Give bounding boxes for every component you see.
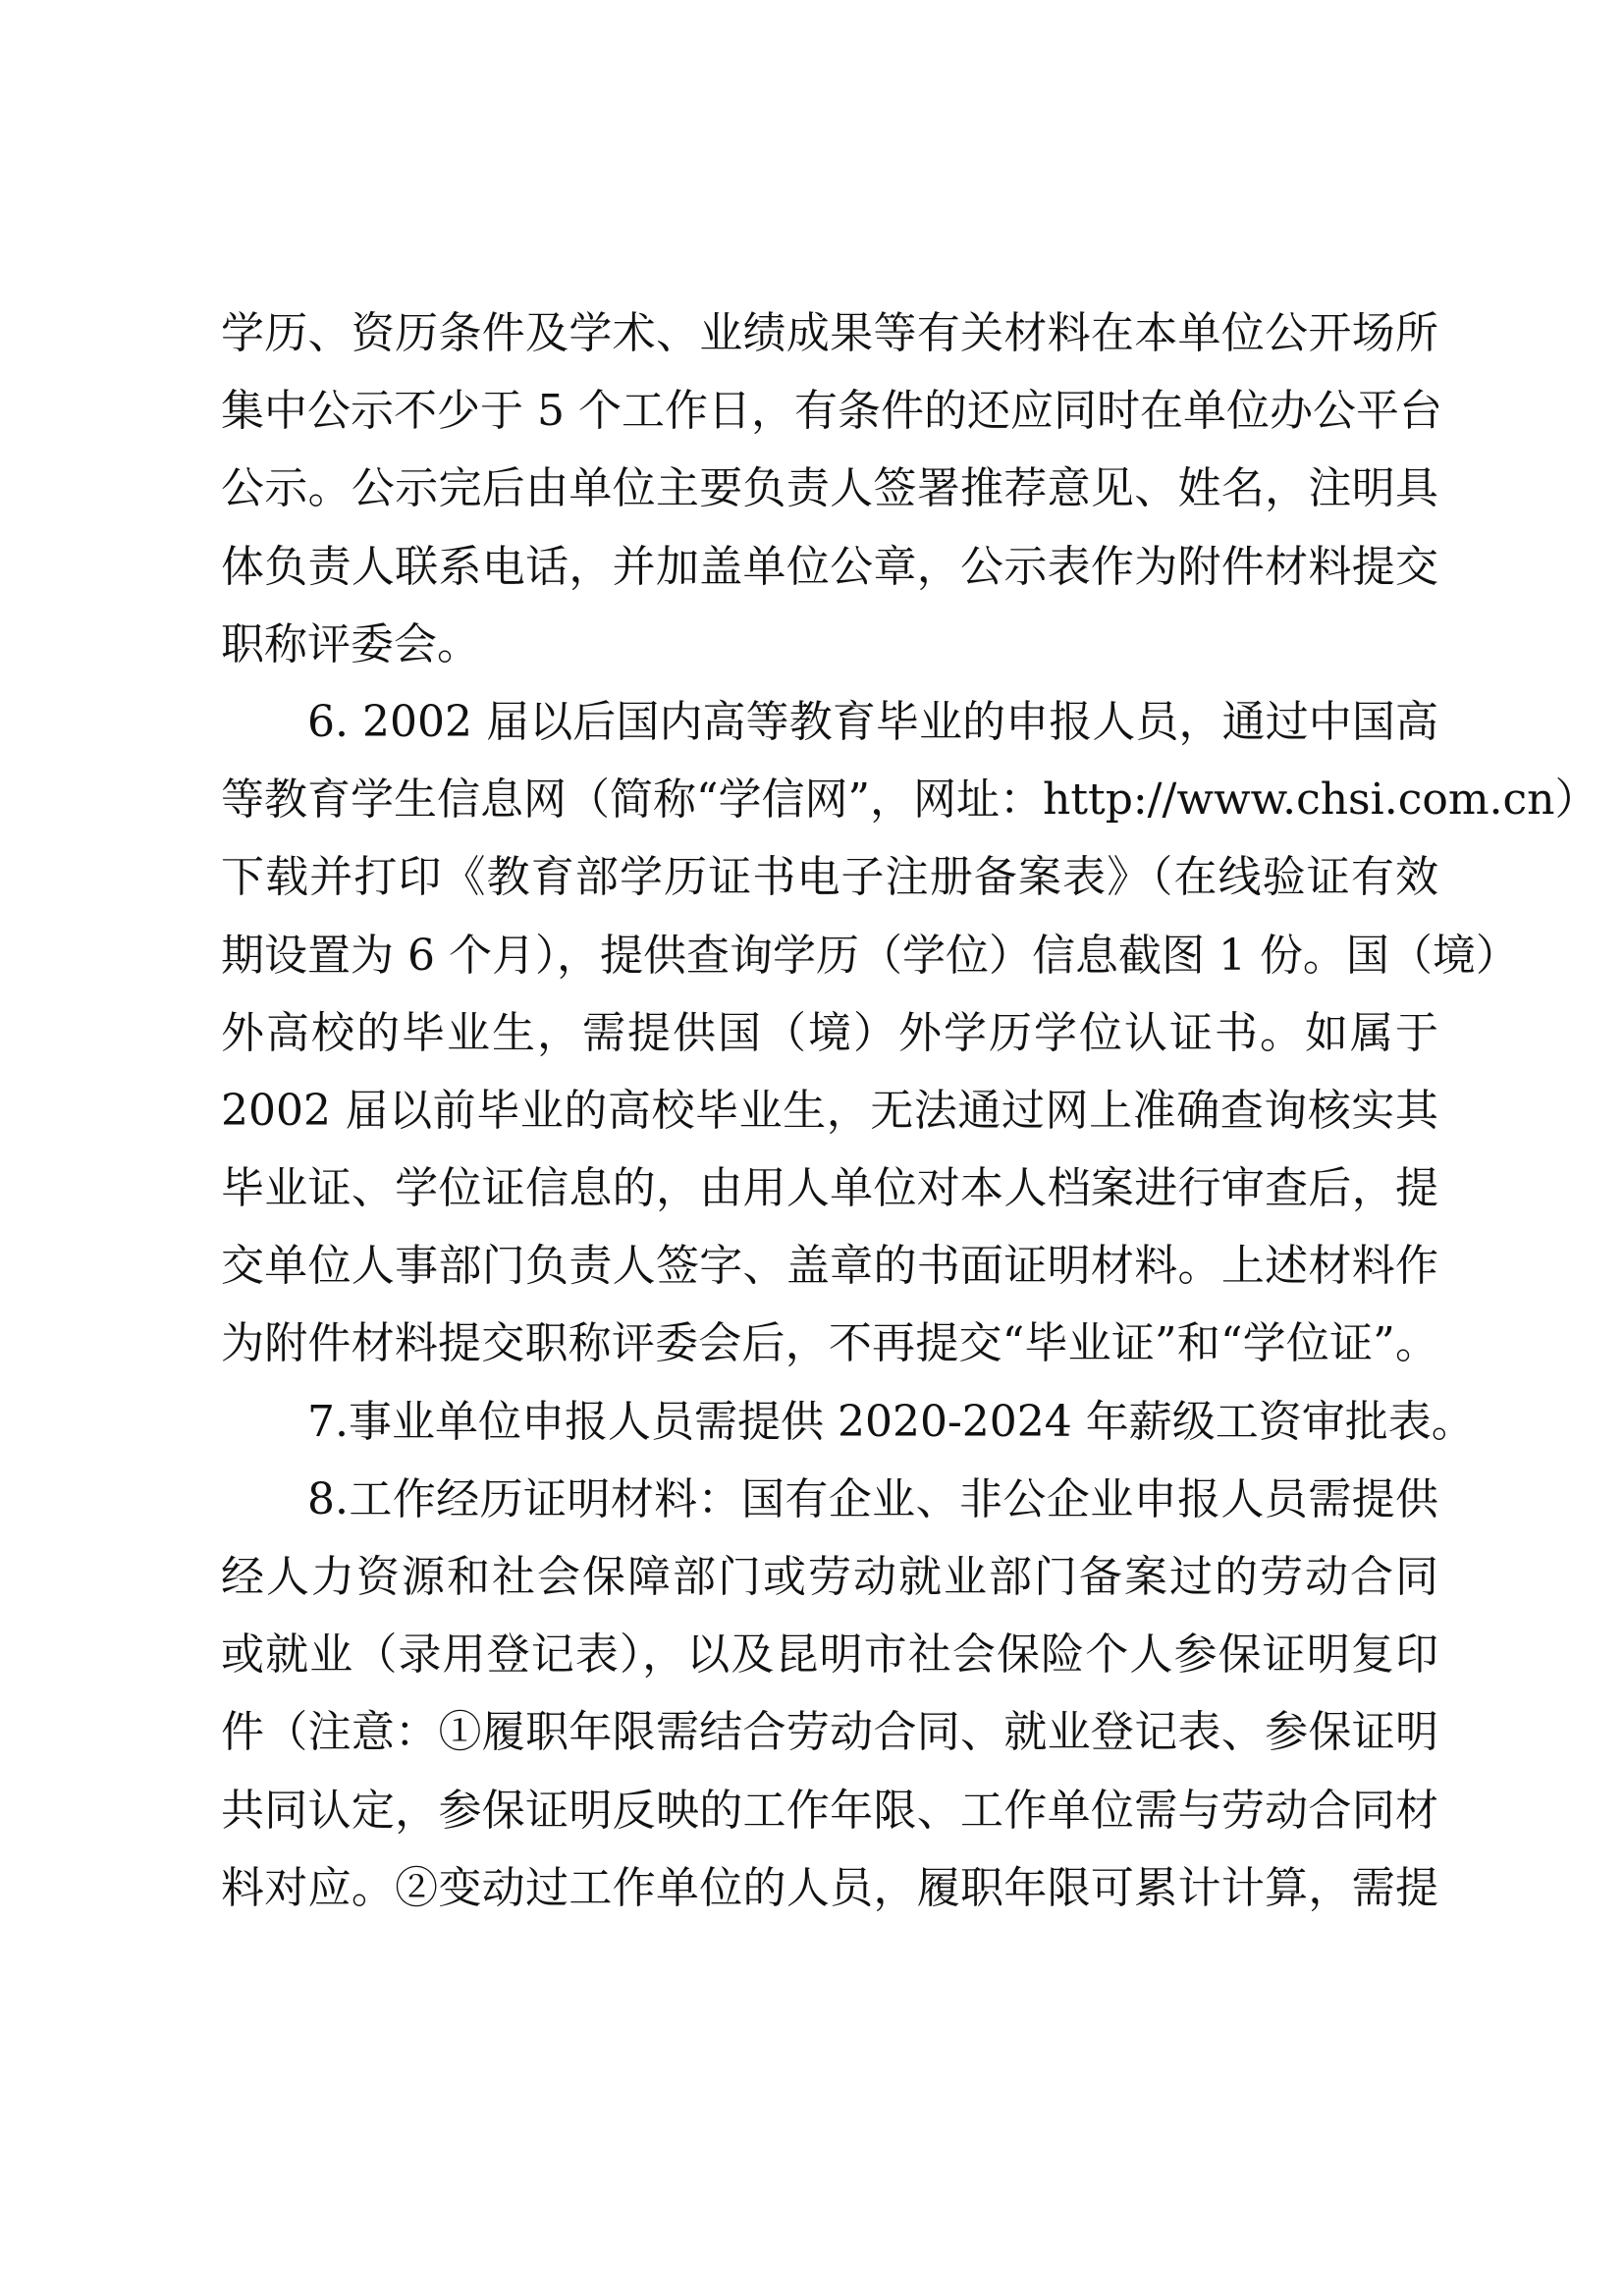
text-line-3 — [221, 450, 1438, 527]
text-line-13 — [221, 1227, 1438, 1305]
text-line-16-content: 8.工作经历证明材料：国有企业、非公企业申报人员需提供 — [307, 1473, 1438, 1524]
text-line-20-content: 共同认定，参保证明反映的工作年限、工作单位需与劳动合同材 — [221, 1785, 1438, 1836]
text-line-14-content: 为附件材料提交职称评委会后，不再提交“毕业证”和“学位证”。 — [221, 1318, 1438, 1369]
document-body — [221, 294, 1598, 1927]
text-line-8-content: 下载并打印《教育部学历证书电子注册备案表》（在线验证有效 — [221, 852, 1438, 903]
text-line-17-content: 经人力资源和社会保障部门或劳动就业部门备案过的劳动合同 — [221, 1552, 1438, 1602]
text-line-11 — [221, 1072, 1438, 1149]
text-line-21 — [221, 1849, 1438, 1927]
text-line-12 — [221, 1149, 1438, 1227]
text-line-19 — [221, 1693, 1438, 1771]
text-line-11-content: 2002 届以前毕业的高校毕业生，无法通过网上准确查询核实其 — [221, 1085, 1438, 1136]
text-line-13-content: 交单位人事部门负责人签字、盖章的书面证明材料。上述材料作 — [221, 1241, 1438, 1292]
text-line-12-content: 毕业证、学位证信息的，由用人单位对本人档案进行审查后，提 — [221, 1163, 1438, 1214]
text-line-10 — [221, 994, 1438, 1072]
text-line-9-content: 期设置为 6 个月），提供查询学历（学位）信息截图 1 份。国（境） — [221, 930, 1519, 981]
text-line-2 — [221, 372, 1442, 450]
text-line-10-content: 外高校的毕业生，需提供国（境）外学历学位认证书。如属于 — [221, 1007, 1438, 1058]
text-line-15-content: 7.事业单位申报人员需提供 2020-2024 年薪级工资审批表。 — [307, 1396, 1475, 1447]
text-line-18-content: 或就业（录用登记表），以及昆明市社会保险个人参保证明复印 — [221, 1629, 1438, 1681]
text-line-9 — [221, 917, 1519, 994]
text-line-19-content: 件（注意：①履职年限需结合劳动合同、就业登记表、参保证明 — [221, 1707, 1438, 1758]
text-line-5-content: 职称评委会。 — [221, 618, 480, 669]
text-line-5 — [221, 606, 1438, 683]
text-line-1-content: 学历、资历条件及学术、业绩成果等有关材料在本单位公开场所 — [221, 308, 1438, 358]
text-line-21-content: 料对应。②变动过工作单位的人员，履职年限可累计计算，需提 — [221, 1862, 1438, 1913]
text-line-17 — [221, 1538, 1438, 1616]
text-line-16 — [221, 1461, 1438, 1538]
text-line-4-content: 体负责人联系电话，并加盖单位公章，公示表作为附件材料提交 — [221, 541, 1438, 592]
text-line-7 — [221, 761, 1598, 838]
text-line-1 — [221, 294, 1438, 372]
text-line-4 — [221, 528, 1438, 606]
text-line-2-content: 集中公示不少于 5 个工作日，有条件的还应同时在单位办公平台 — [221, 386, 1442, 437]
text-line-7-content: 等教育学生信息网（简称“学信网”，网址：http://www.chsi.com.cn） — [221, 774, 1598, 826]
text-line-15 — [221, 1383, 1475, 1461]
text-line-18 — [221, 1616, 1438, 1693]
text-line-3-content: 公示。公示完后由单位主要负责人签署推荐意见、姓名，注明具 — [221, 463, 1438, 514]
text-line-6 — [221, 683, 1438, 761]
text-line-8 — [221, 838, 1438, 916]
text-line-14 — [221, 1305, 1438, 1382]
text-line-6-content: 6. 2002 届以后国内高等教育毕业的申报人员，通过中国高 — [307, 696, 1438, 747]
text-line-20 — [221, 1772, 1438, 1849]
